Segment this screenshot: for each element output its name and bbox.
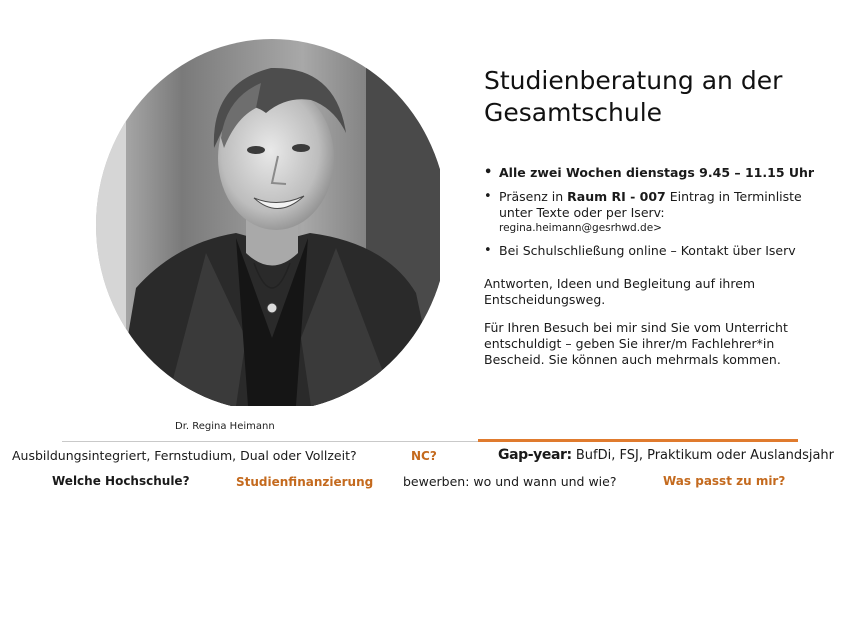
- info-bullet-list: [484, 165, 829, 267]
- topic-bewerben: bewerben: wo und wann und wie?: [403, 474, 617, 489]
- slide-title: Studienberatung an der Gesamtschule: [484, 66, 783, 127]
- topic-hochschule: Welche Hochschule?: [52, 474, 190, 488]
- portrait-caption: Dr. Regina Heimann: [175, 421, 275, 432]
- gap-year-label: Gap-year:: [498, 447, 572, 463]
- divider-grey: [62, 441, 482, 442]
- bullet-room: [484, 189, 829, 235]
- topic-nc: NC?: [411, 449, 437, 463]
- paragraph-excuse: Für Ihren Besuch bei mir sind Sie vom Unterricht entschuldigt – geben Sie ihrer/m Fachlehrer*in Bescheid. Sie können auch mehrmals kommen.: [484, 320, 788, 367]
- email-address: regina.heimann@gesrhwd.de>: [499, 222, 662, 234]
- bullet-online: [484, 243, 829, 259]
- topic-passt: Was passt zu mir?: [663, 474, 786, 488]
- topic-gap-year: [498, 447, 834, 463]
- room-suffix: Eintrag in Terminliste unter Texte oder per Iserv:: [499, 189, 802, 220]
- room-prefix: Präsenz in: [499, 189, 568, 204]
- bullet-schedule: [484, 165, 829, 181]
- topic-finanzierung: Studienfinanzierung: [236, 475, 374, 489]
- gap-year-text: BufDi, FSJ, Praktikum oder Auslandsjahr: [571, 448, 835, 463]
- paragraph-support: Antworten, Ideen und Begleitung auf ihrem Entscheidungsweg.: [484, 276, 756, 307]
- online-text: Bei Schulschließung online – Kontakt über Iserv: [499, 243, 796, 258]
- divider-orange: [478, 439, 798, 442]
- portrait-photo: [96, 38, 440, 406]
- room-number: Raum RI - 007: [567, 189, 666, 204]
- schedule-text: Alle zwei Wochen dienstags 9.45 – 11.15 Uhr: [499, 165, 815, 180]
- portrait-image: [96, 38, 440, 406]
- topic-ausbildung: Ausbildungsintegriert, Fernstudium, Dual oder Vollzeit?: [12, 448, 357, 463]
